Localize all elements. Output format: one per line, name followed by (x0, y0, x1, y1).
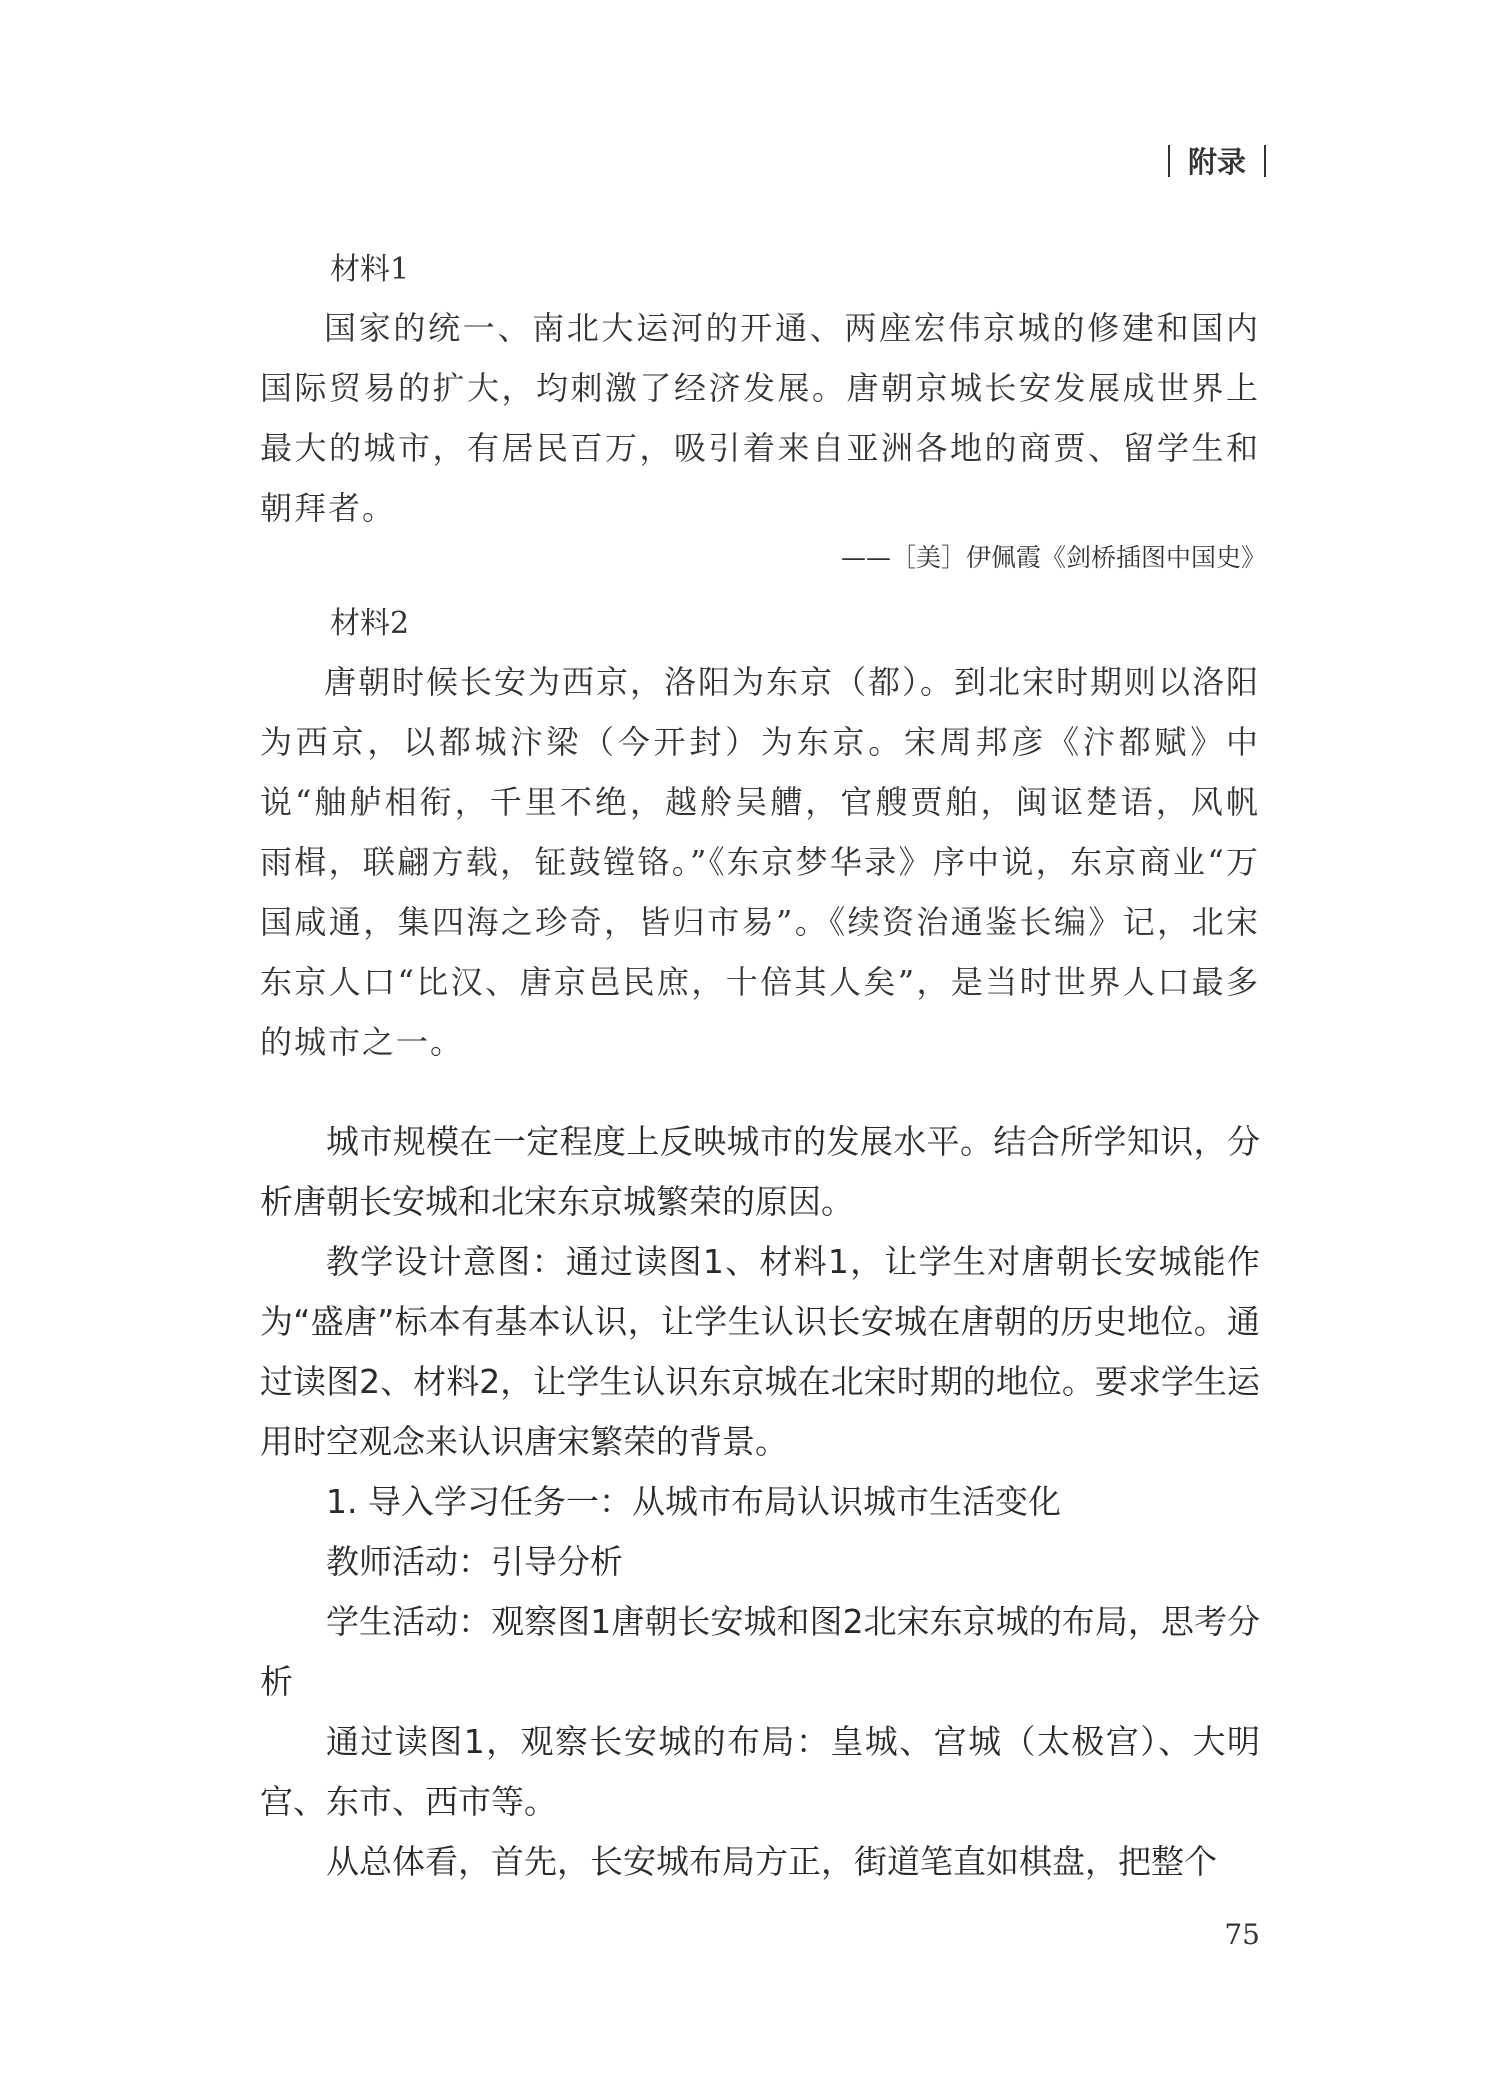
material-2-label: 材料2 (330, 606, 410, 641)
material-1-citation: ——［美］伊佩霞《剑桥插图中国史》 (840, 543, 1266, 572)
header-bar-right (1264, 145, 1266, 177)
running-header (1168, 140, 1266, 181)
student-activity: 学生活动：观察图1唐朝长安城和图2北宋东京城的布局，思考分析 (260, 1602, 1260, 1701)
design-intent-paragraph: 教学设计意图：通过读图1、材料1，让学生对唐朝长安城能作为“盛唐”标本有基本认识，让学生认识长安城在唐朝的历史地位。通过读图2、材料2，让学生认识东京城在北宋时期的地位。要求学生运用时空观念来认识唐宋繁荣的背景。 (260, 1242, 1260, 1461)
task-one-heading: 1. 导入学习任务一：从城市布局认识城市生活变化 (326, 1482, 1061, 1521)
overall-paragraph: 从总体看，首先，长安城布局方正，街道笔直如棋盘，把整个 (326, 1842, 1217, 1881)
material-2-text: 唐朝时候长安为西京，洛阳为东京（都）。到北宋时期则以洛阳为西京，以都城汴梁（今开封）为东京。宋周邦彦《汴都赋》中说“舳舻相衔，千里不绝，越舲吴艚，官艘贾舶，闽讴楚语，风帆雨楫，联翩方载，钲鼓镗铬。”《东京梦华录》序中说，东京商业“万国咸通，集四海之珍奇，皆归市易”。《续资治通鉴长编》记，北宋东京人口“比汉、唐京邑民庶，十倍其人矣”，是当时世界人口最多的城市之一。 (260, 663, 1261, 1061)
section-title: 附录 (1187, 145, 1246, 179)
teacher-activity: 教师活动：引导分析 (326, 1542, 623, 1581)
observe-paragraph: 通过读图1，观察长安城的布局：皇城、宫城（太极宫）、大明宫、东市、西市等。 (260, 1722, 1260, 1821)
header-bar-left (1168, 145, 1170, 177)
question-paragraph: 城市规模在一定程度上反映城市的发展水平。结合所学知识，分析唐朝长安城和北宋东京城繁荣的原因。 (260, 1122, 1260, 1221)
material-1-text: 国家的统一、南北大运河的开通、两座宏伟京城的修建和国内国际贸易的扩大，均刺激了经济发展。唐朝京城长安发展成世界上最大的城市，有居民百万，吸引着来自亚洲各地的商贾、留学生和朝拜者。 (260, 309, 1260, 527)
page-number: 75 (1224, 1918, 1260, 1951)
material-1-label: 材料1 (330, 252, 410, 287)
